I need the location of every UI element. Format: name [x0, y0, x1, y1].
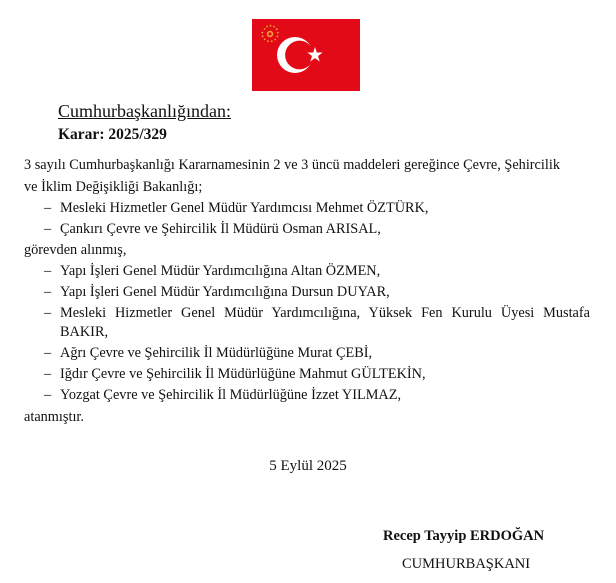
appointment-item: – Ağrı Çevre ve Şehircilik İl Müdürlüğüne Murat ÇEBİ,: [44, 345, 373, 361]
dismissal-closing: görevden alınmış,: [24, 242, 127, 258]
dismissal-item: – Çankırı Çevre ve Şehircilik İl Müdürü Osman ARISAL,: [44, 221, 381, 237]
dash: –: [44, 221, 52, 237]
dash: –: [44, 284, 52, 300]
appointment-item: – Yapı İşleri Genel Müdür Yardımcılığına Dursun DUYAR,: [44, 284, 390, 300]
dash: –: [44, 387, 52, 403]
appointment-item-continuation: BAKIR,: [60, 324, 109, 340]
intro-line-1: 3 sayılı Cumhurbaşkanlığı Kararnamesinin 2 ve 3 üncü maddeleri gereğince Çevre, Şehircilik: [24, 157, 560, 173]
intro-line-2: ve İklim Değişikliği Bakanlığı;: [24, 179, 203, 195]
dash: –: [44, 366, 52, 382]
dash: –: [44, 345, 52, 361]
dash: –: [44, 263, 52, 279]
appointment-item: – Yozgat Çevre ve Şehircilik İl Müdürlüğüne İzzet YILMAZ,: [44, 387, 402, 403]
issuer-heading: Cumhurbaşkanlığından:: [58, 101, 231, 121]
decision-date: 5 Eylül 2025: [269, 458, 347, 474]
signer-name: Recep Tayyip ERDOĞAN: [383, 528, 545, 544]
dash: –: [44, 200, 52, 216]
signer-title: CUMHURBAŞKANI: [402, 556, 531, 572]
appointment-closing: atanmıştır.: [24, 409, 84, 425]
appointment-item: – Iğdır Çevre ve Şehircilik İl Müdürlüğüne Mahmut GÜLTEKİN,: [44, 366, 426, 382]
appointment-item: – Mesleki Hizmetler Genel Müdür Yardımcılığına, Yüksek Fen Kurulu Üyesi Mustafa: [44, 305, 590, 321]
dash: –: [44, 305, 52, 321]
dismissal-item: – Mesleki Hizmetler Genel Müdür Yardımcısı Mehmet ÖZTÜRK,: [44, 200, 429, 216]
turkish-flag-emblem-icon: [252, 19, 360, 91]
decision-number: Karar: 2025/329: [58, 126, 167, 143]
appointment-item: – Yapı İşleri Genel Müdür Yardımcılığına Altan ÖZMEN,: [44, 263, 381, 279]
